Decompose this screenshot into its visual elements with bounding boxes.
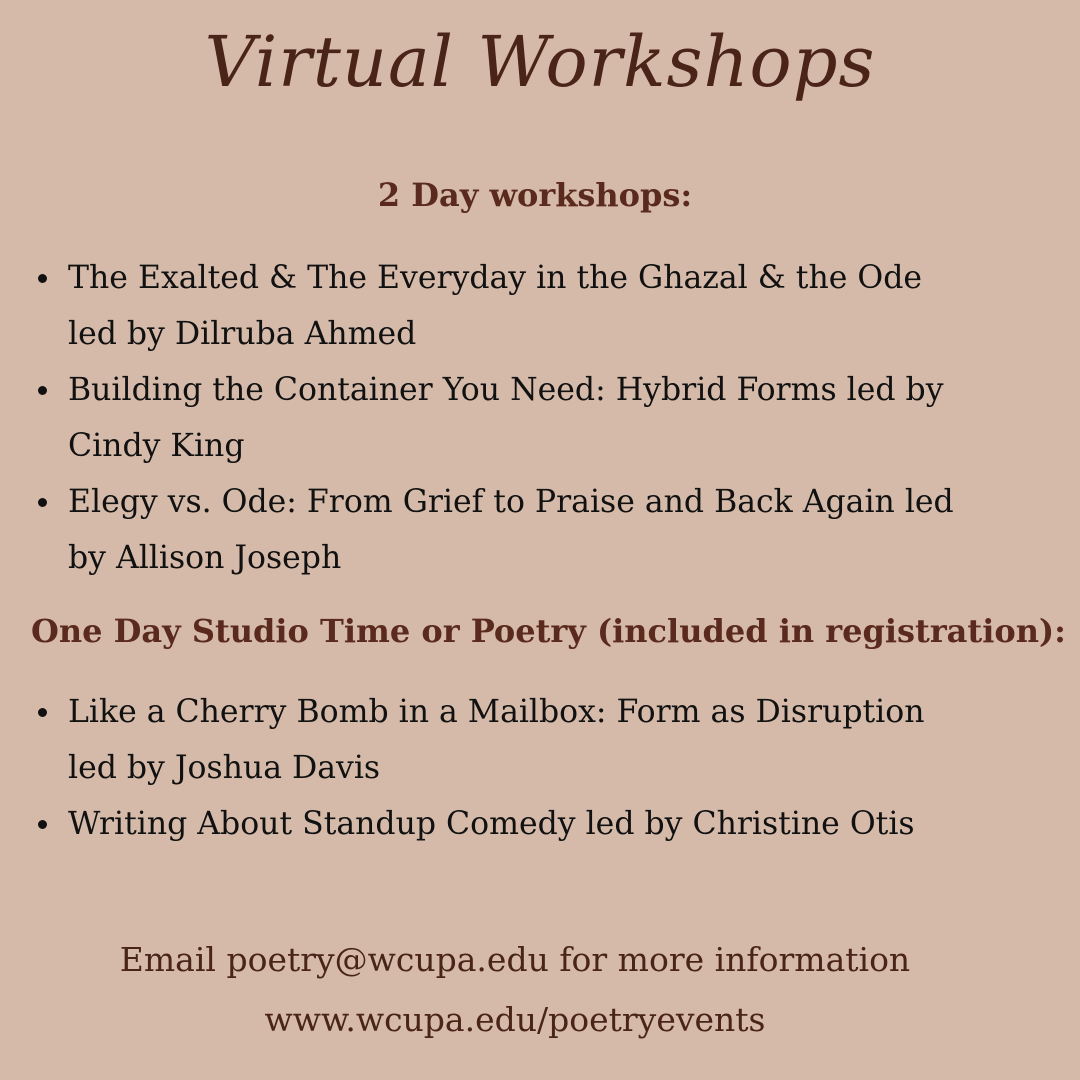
workshop-title: Writing About Standup Comedy led by Christine Otis — [68, 806, 915, 842]
two-day-heading: 2 Day workshops: — [377, 176, 693, 214]
list-item — [0, 796, 980, 852]
list-item — [0, 362, 980, 474]
workshop-title: Elegy vs. Ode: From Grief to Praise and Back Again led by Allison Joseph — [68, 484, 954, 576]
list-item — [0, 250, 980, 362]
workshop-title: The Exalted & The Everyday in the Ghazal & the Ode led by Dilruba Ahmed — [68, 260, 923, 352]
list-item — [0, 474, 980, 586]
bullet-icon — [38, 820, 47, 829]
one-day-heading: One Day Studio Time or Poetry (included in registration): — [31, 612, 1066, 650]
page-title: Virtual Workshops — [204, 21, 876, 103]
bullet-icon — [38, 386, 47, 395]
one-day-workshop-list — [0, 684, 980, 852]
bullet-icon — [38, 498, 47, 507]
list-item — [0, 684, 980, 796]
two-day-workshop-list — [0, 250, 980, 586]
website-url-text: www.wcupa.edu/poetryevents — [264, 1000, 766, 1039]
workshop-title: Like a Cherry Bomb in a Mailbox: Form as Disruption led by Joshua Davis — [68, 694, 925, 786]
contact-email-text: Email poetry@wcupa.edu for more information — [119, 940, 911, 979]
bullet-icon — [38, 274, 47, 283]
bullet-icon — [38, 708, 47, 717]
workshop-title: Building the Container You Need: Hybrid Forms led by Cindy King — [68, 372, 944, 464]
